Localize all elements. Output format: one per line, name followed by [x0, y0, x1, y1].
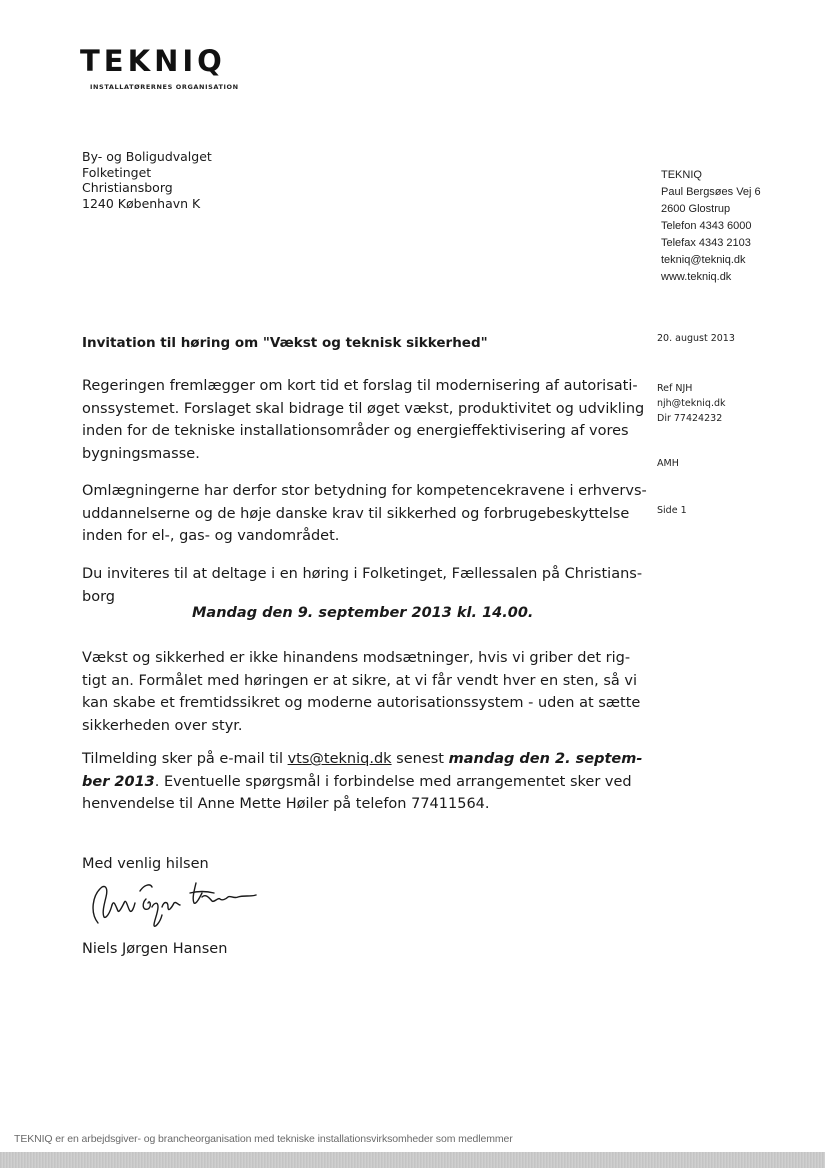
reference-initials: Ref NJH: [657, 383, 693, 394]
text-line: bygningsmasse.: [82, 445, 200, 462]
body-paragraph-3: [82, 563, 642, 608]
footer-note: TEKNIQ er en arbejdsgiver- og brancheorganisation med tekniske installationsvirksomheder som medlemmer: [14, 1133, 513, 1145]
body-paragraph-1: [82, 375, 645, 465]
sender-email[interactable]: tekniq@tekniq.dk: [661, 254, 746, 266]
text-fragment: Tilmelding sker på e-mail til: [82, 751, 288, 767]
handwritten-signature: [88, 877, 263, 929]
logo-wordmark: TEKNIQ: [80, 44, 226, 78]
text-line: kan skabe et fremtidssikret og moderne autorisationssystem - uden at sætte: [82, 695, 641, 711]
recipient-address: [82, 149, 212, 211]
text-line: inden for el-, gas- og vandområdet.: [82, 528, 340, 544]
page-number: Side 1: [657, 505, 687, 516]
scan-border: [0, 1152, 825, 1168]
signatory-name: Niels Jørgen Hansen: [82, 941, 228, 957]
recipient-line: By- og Boligudvalget: [82, 149, 212, 164]
text-line: Omlægningerne har derfor stor betydning for kompetencekravene i erhvervs-: [82, 483, 647, 499]
reference-direct-phone: Dir 77424232: [657, 413, 723, 424]
logo-tagline: INSTALLATØRERNES ORGANISATION: [90, 83, 239, 91]
text-fragment: . Eventuelle spørgsmål i forbindelse med arrangementet sker ved: [154, 773, 632, 790]
sender-website[interactable]: www.tekniq.dk: [661, 271, 732, 283]
sender-line: TEKNIQ: [661, 169, 702, 181]
reference-email[interactable]: njh@tekniq.dk: [657, 398, 726, 409]
recipient-line: Christiansborg: [82, 180, 173, 195]
author-initials: AMH: [657, 458, 679, 469]
reference-block: [657, 381, 726, 426]
text-line: Regeringen fremlægger om kort tid et forslag til modernisering af autorisati-: [82, 378, 638, 394]
text-line: henvendelse til Anne Mette Høiler på telefon 77411564.: [82, 796, 490, 812]
text-line: [82, 771, 642, 794]
registration-email-link[interactable]: vts@tekniq.dk: [287, 751, 392, 767]
sender-line: 2600 Glostrup: [661, 203, 731, 215]
text-fragment: senest: [391, 751, 449, 767]
text-line: Du inviteres til at deltage i en høring i Folketinget, Fællessalen på Christians-: [82, 566, 643, 582]
sender-line: Telefon 4343 6000: [661, 220, 752, 232]
text-line: inden for de tekniske installationsområder og energieffektivisering af vores: [82, 423, 629, 439]
meeting-datetime: Mandag den 9. september 2013 kl. 14.00.: [192, 605, 534, 621]
text-line: [82, 748, 642, 771]
sender-line: Telefax 4343 2103: [661, 237, 751, 249]
deadline-date-cont: ber 2013: [82, 773, 155, 790]
text-line: onssystemet. Forslaget skal bidrage til øget vækst, produktivitet og udvikling: [82, 400, 645, 417]
text-line: sikkerheden over styr.: [82, 717, 243, 734]
body-paragraph-4: [82, 647, 642, 737]
text-line: uddannelserne og de høje danske krav til sikkerhed og forbrugebeskyttelse: [82, 505, 630, 522]
text-line: tigt an. Formålet med høringen er at sikre, at vi får vendt hver en sten, så vi: [82, 672, 637, 689]
sender-line: Paul Bergsøes Vej 6: [661, 186, 761, 198]
subject-heading: Invitation til høring om "Vækst og teknisk sikkerhed": [82, 335, 488, 351]
body-paragraph-2: [82, 480, 647, 548]
recipient-line: 1240 København K: [82, 195, 201, 211]
body-paragraph-5: [82, 748, 642, 816]
text-line: Vækst og sikkerhed er ikke hinandens modsætninger, hvis vi griber det rig-: [82, 650, 631, 666]
sender-address: [661, 167, 761, 286]
text-line: borg: [82, 588, 115, 605]
deadline-date: mandag den 2. septem-: [448, 751, 643, 767]
closing-greeting: Med venlig hilsen: [82, 856, 209, 872]
letter-date: 20. august 2013: [657, 333, 735, 344]
recipient-line: Folketinget: [82, 164, 152, 180]
